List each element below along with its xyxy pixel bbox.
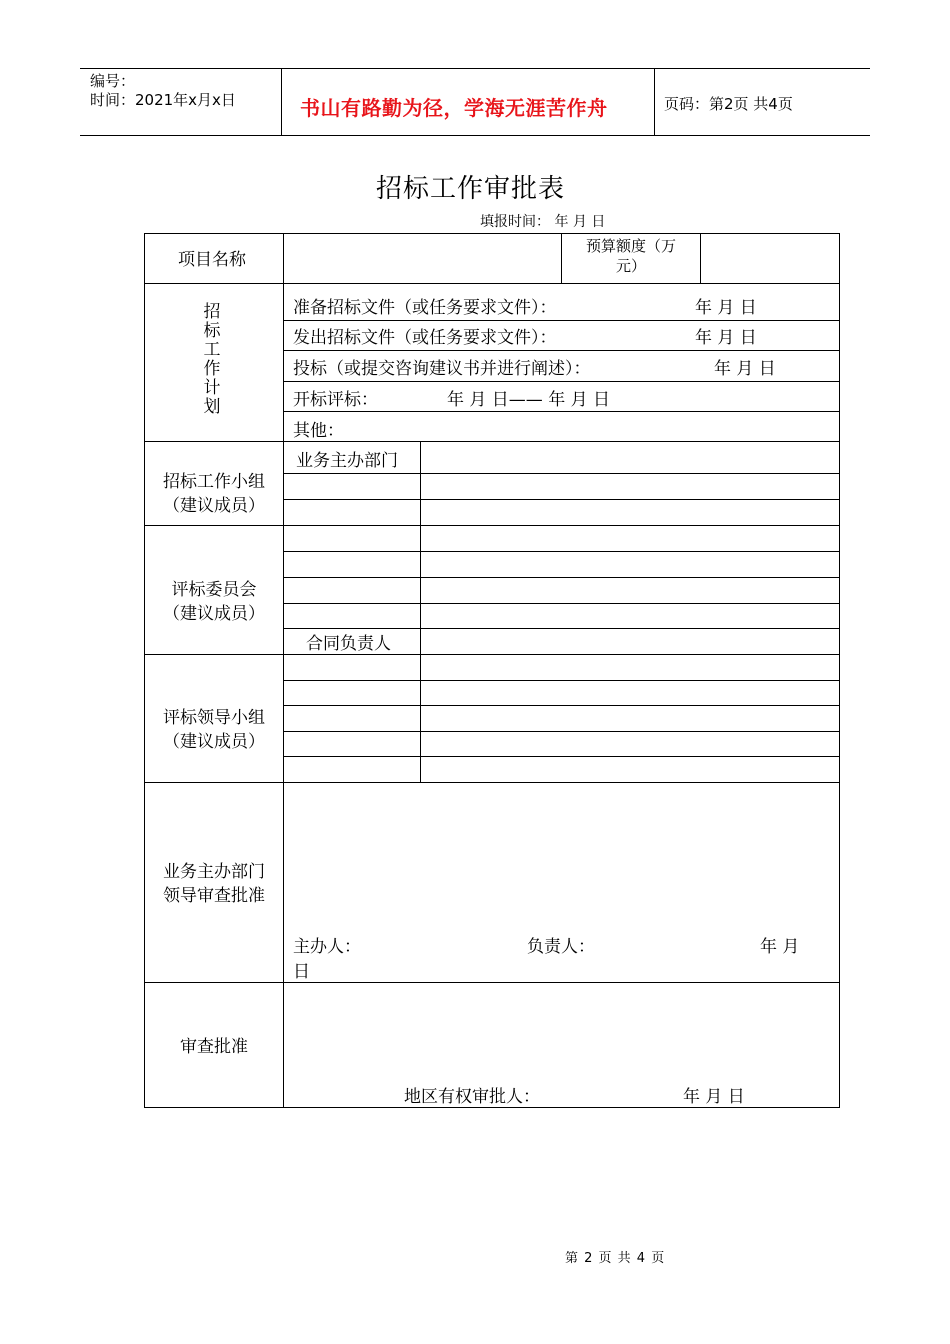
plan-row-opening: 开标评标：	[293, 390, 378, 410]
plan-label-char: 工	[203, 340, 221, 360]
dept-approval-label	[145, 861, 283, 907]
fill-time-label: 填报时间： 年 月 日	[480, 214, 606, 230]
plan-row-issue: 发出招标文件（或任务要求文件）：	[293, 328, 557, 348]
plan-label-char: 作	[203, 359, 221, 379]
contract-person-label: 合同负责人	[306, 634, 391, 654]
plan-label-char: 招	[203, 302, 221, 322]
plan-section-label	[201, 303, 223, 417]
header-divider-right	[654, 68, 655, 136]
page-info: 页码：第2页 共4页	[664, 95, 793, 113]
budget-label-line-1: 预算额度（万	[585, 237, 676, 255]
form-title: 招标工作审批表	[376, 174, 566, 204]
document-number-label: 编号：	[90, 72, 136, 90]
business-dept-field[interactable]	[422, 443, 838, 472]
dept-approval-opinion-field[interactable]	[285, 784, 838, 924]
header-top-rule	[80, 68, 870, 69]
business-dept-label: 业务主办部门	[296, 451, 398, 471]
plan-label-char: 计	[203, 378, 221, 398]
plan-row-bid: 投标（或提交咨询建议书并进行阐述）：	[293, 359, 591, 379]
dept-approval-label-line-1: 业务主办部门	[163, 862, 265, 882]
leader-group-label-line-1: 评标领导小组	[163, 708, 265, 728]
header-bottom-rule	[80, 135, 870, 136]
page-footer: 第 2 页 共 4 页	[565, 1251, 666, 1266]
plan-row-prepare: 准备招标文件（或任务要求文件）：	[293, 298, 557, 318]
work-group-label	[145, 471, 283, 517]
dept-approval-date: 年 月	[760, 937, 800, 957]
plan-row-other: 其他：	[293, 421, 344, 441]
budget-label-line-2: 元）	[615, 257, 646, 275]
budget-label	[562, 236, 700, 276]
plan-row-bid-date: 年 月 日	[714, 359, 776, 379]
dept-approval-date-day: 日	[293, 962, 310, 982]
review-opinion-field[interactable]	[285, 984, 838, 1079]
committee-label-line-2: （建议成员）	[163, 604, 265, 624]
plan-label-char: 标	[203, 321, 221, 341]
document-time-label: 时间：2021年x月x日	[90, 91, 236, 109]
responsible-label: 负责人：	[527, 937, 595, 957]
review-date: 年 月 日	[683, 1087, 745, 1107]
plan-row-opening-date: 年 月 日—— 年 月 日	[447, 390, 611, 410]
leader-group-label	[145, 707, 283, 753]
leader-group-label-line-2: （建议成员）	[163, 732, 265, 752]
organizer-label: 主办人：	[293, 937, 361, 957]
plan-row-issue-date: 年 月 日	[695, 328, 757, 348]
project-name-label: 项目名称	[178, 250, 246, 270]
committee-label-line-1: 评标委员会	[171, 580, 257, 600]
work-group-label-line-2: （建议成员）	[163, 496, 265, 516]
header-divider-left	[281, 68, 282, 136]
review-approval-label: 审查批准	[180, 1037, 248, 1057]
committee-label	[145, 579, 283, 625]
project-name-field[interactable]	[285, 235, 560, 282]
dept-approval-label-line-2: 领导审查批准	[163, 886, 265, 906]
contract-person-field[interactable]	[422, 630, 838, 653]
header-motto: 书山有路勤为径，学海无涯苦作舟	[300, 96, 608, 120]
budget-amount-field[interactable]	[702, 235, 838, 282]
plan-label-char: 划	[203, 397, 221, 417]
regional-approver-label: 地区有权审批人：	[404, 1087, 540, 1107]
work-group-label-line-1: 招标工作小组	[163, 472, 265, 492]
plan-row-prepare-date: 年 月 日	[695, 298, 757, 318]
